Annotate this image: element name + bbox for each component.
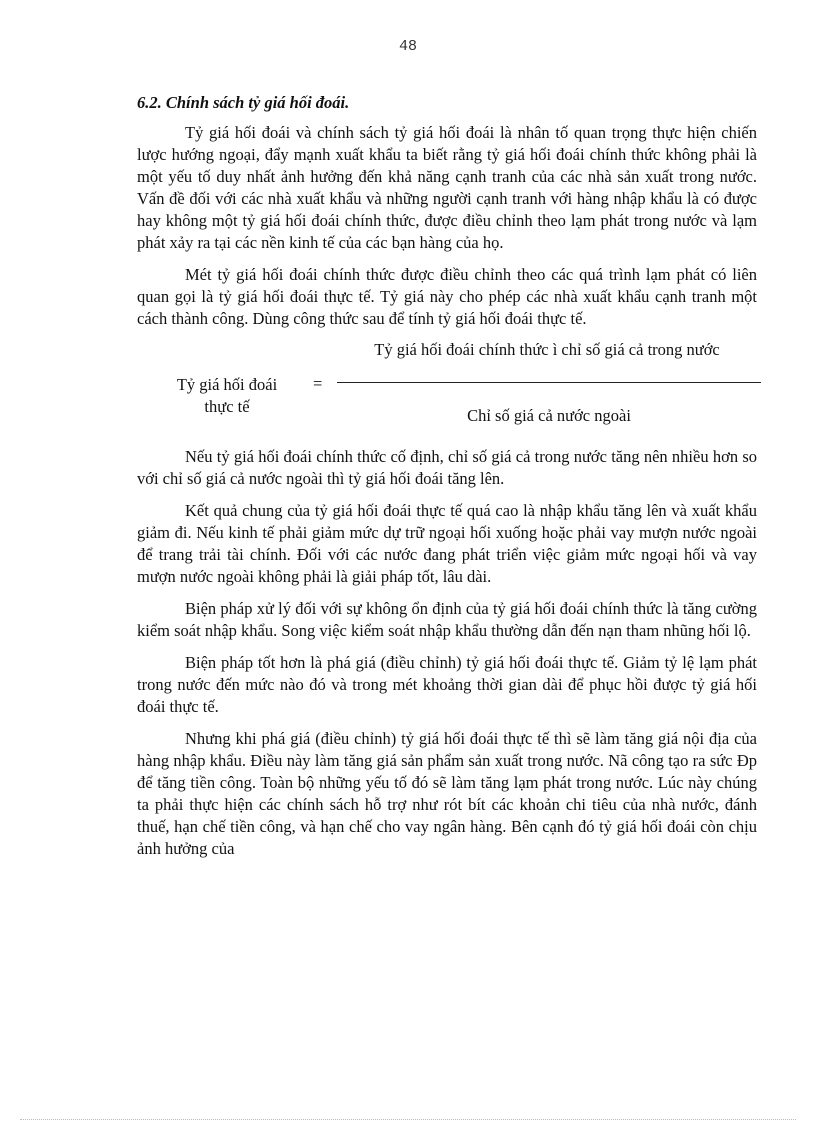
formula-lhs <box>167 374 287 418</box>
fraction-bar <box>337 382 761 383</box>
formula-lhs-line1: Tỷ giá hối đoái <box>176 375 278 394</box>
formula-denominator: Chỉ số giá cả nước ngoài <box>467 406 631 425</box>
paragraph-3: Nếu tỷ giá hối đoái chính thức cố định, chỉ số giá cả trong nước tăng nên nhiều hơn so với chỉ số giá cả nước ngoài thì tỷ giá hối đoái tăng lên. <box>137 447 757 488</box>
paragraph-4: Kết quả chung của tỷ giá hối đoái thực tế quá cao là nhập khẩu tăng lên và xuất khẩu giảm đi. Nếu kinh tế phải giảm mức dự trữ ngoại hối xuống hoặc phải vay mượn nước ngoài để trang trải tài chính. Đối với các nước đang phát triển việc giảm mức ngoại hối và vay mượn nước ngoài không phải là giải pháp tốt, lâu dài. <box>137 501 757 586</box>
paragraph-6: Biện pháp tốt hơn là phá giá (điều chỉnh) tỷ giá hối đoái thực tế. Giảm tỷ lệ lạm phát trong nước đến mức nào đó và trong mét khoảng thời gian dài để phục hồi được tỷ giá hối đoái thực tế. <box>137 653 757 716</box>
real-exchange-rate-formula <box>137 340 757 436</box>
formula-equals-sign: = <box>313 374 323 393</box>
page-bottom-divider <box>20 1119 796 1120</box>
section-heading: 6.2. Chính sách tỷ giá hối đoái. <box>137 93 350 112</box>
paragraph-1: Tỷ giá hối đoái và chính sách tỷ giá hối đoái là nhân tố quan trọng thực hiện chiến lược hướng ngoại, đẩy mạnh xuất khẩu ta biết rằng tỷ giá hối đoái chính thức không phải là một yếu tố duy nhất ảnh hưởng đến khả năng cạnh tranh của các nhà sản xuất trong nước. Vấn đề đối với các nhà xuất khẩu và những người cạnh tranh với hàng nhập khẩu là có được hay không một tỷ giá hối đoái chính thức, được điều chỉnh theo lạm phát trong nước và lạm phát xảy ra tại các nền kinh tế của các bạn hàng của họ. <box>137 123 757 252</box>
document-body <box>137 92 757 870</box>
formula-numerator: Tỷ giá hối đoái chính thức ì chỉ số giá cả trong nước <box>374 340 720 359</box>
paragraph-5: Biện pháp xử lý đối với sự không ổn định của tỷ giá hối đoái chính thức là tăng cường kiểm soát nhập khẩu. Song việc kiểm soát nhập khẩu thường dẫn đến nạn tham nhũng hối lộ. <box>137 599 757 640</box>
formula-lhs-line2: thực tế <box>204 397 250 416</box>
paragraph-7: Nhưng khi phá giá (điều chỉnh) tỷ giá hối đoái thực tế thì sẽ làm tăng giá nội địa của hàng nhập khẩu. Điều này làm tăng giá sản phẩm sản xuất trong nước. Nã công tạo ra sức Đp để tăng tiền công. Toàn bộ những yếu tố đó sẽ làm tăng lạm phát trong nước. Lúc này chúng ta phải thực hiện các chính sách hỗ trợ như rót bít các khoản chi tiêu của nhà nước, đánh thuế, hạn chế tiền công, và hạn chế cho vay ngân hàng. Bên cạnh đó tỷ giá hối đoái còn chịu ảnh hưởng của <box>137 729 757 858</box>
paragraph-2: Mét tỷ giá hối đoái chính thức được điều chỉnh theo các quá trình lạm phát có liên quan gọi là tỷ giá hối đoái thực tế. Tỷ giá này cho phép các nhà xuất khẩu cạnh tranh một cách thành công. Dùng công thức sau để tính tỷ giá hối đoái thực tế. <box>137 265 757 328</box>
page-number: 48 <box>398 38 417 55</box>
